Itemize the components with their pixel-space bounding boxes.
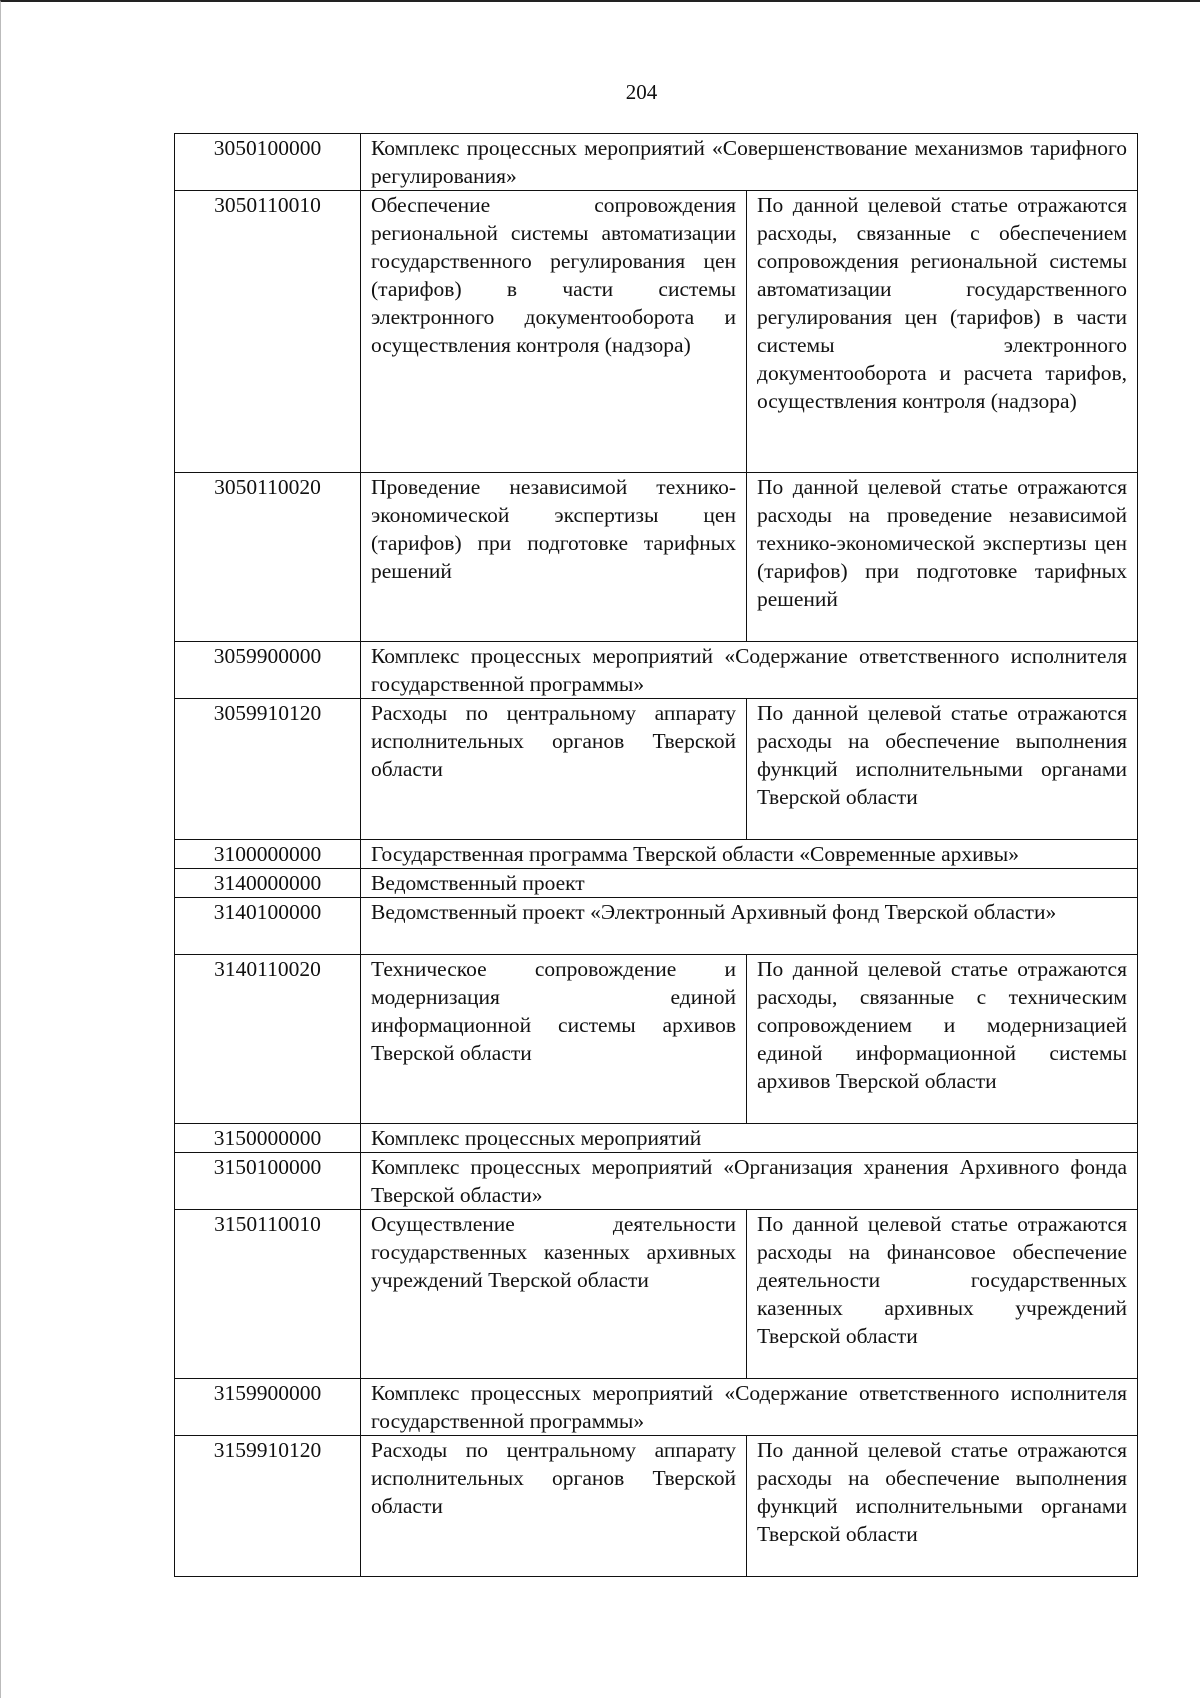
row-description: По данной целевой статье отражаются расходы, связанные с техническим сопровождением и модернизацией единой информационной системы архивов Тверской области	[747, 955, 1138, 1124]
row-name: Комплекс процессных мероприятий «Совершенствование механизмов тарифного регулирования»	[361, 134, 1138, 191]
row-name: Обеспечение сопровождения региональной системы автоматизации государственного регулирования цен (тарифов) в части системы электронного документооборота и осуществления контроля (надзора)	[361, 191, 747, 473]
row-code: 3140100000	[175, 898, 361, 955]
table-row	[175, 1436, 1138, 1577]
table-row	[175, 898, 1138, 955]
table-row	[175, 699, 1138, 840]
row-code: 3059910120	[175, 699, 361, 840]
row-code: 3159910120	[175, 1436, 361, 1577]
row-description: По данной целевой статье отражаются расходы на финансовое обеспечение деятельности государственных казенных архивных учреждений Тверской области	[747, 1210, 1138, 1379]
row-code: 3150100000	[175, 1153, 361, 1210]
row-name: Расходы по центральному аппарату исполнительных органов Тверской области	[361, 1436, 747, 1577]
table-row	[175, 840, 1138, 869]
row-name: Комплекс процессных мероприятий «Содержание ответственного исполнителя государственной программы»	[361, 642, 1138, 699]
row-code: 3050110010	[175, 191, 361, 473]
table-row	[175, 1124, 1138, 1153]
row-name: Осуществление деятельности государственных казенных архивных учреждений Тверской области	[361, 1210, 747, 1379]
table-row	[175, 869, 1138, 898]
table-row	[175, 191, 1138, 473]
row-name: Комплекс процессных мероприятий «Организация хранения Архивного фонда Тверской области»	[361, 1153, 1138, 1210]
table-row	[175, 134, 1138, 191]
row-description: По данной целевой статье отражаются расходы, связанные с обеспечением сопровождения региональной системы автоматизации государственного регулирования цен (тарифов) в части системы электронного документооборота и расчета тарифов, осуществления контроля (надзора)	[747, 191, 1138, 473]
row-description: По данной целевой статье отражаются расходы на проведение независимой технико-экономической экспертизы цен (тарифов) при подготовке тарифных решений	[747, 473, 1138, 642]
row-description: По данной целевой статье отражаются расходы на обеспечение выполнения функций исполнительными органами Тверской области	[747, 1436, 1138, 1577]
row-code: 3140110020	[175, 955, 361, 1124]
row-name: Ведомственный проект	[361, 869, 1138, 898]
row-code: 3150000000	[175, 1124, 361, 1153]
table-row	[175, 1210, 1138, 1379]
row-name: Расходы по центральному аппарату исполнительных органов Тверской области	[361, 699, 747, 840]
table-row	[175, 955, 1138, 1124]
table-row	[175, 473, 1138, 642]
row-code: 3100000000	[175, 840, 361, 869]
target-articles-table	[174, 133, 1138, 1577]
row-name: Государственная программа Тверской области «Современные архивы»	[361, 840, 1138, 869]
row-name: Техническое сопровождение и модернизация единой информационной системы архивов Тверской области	[361, 955, 747, 1124]
row-code: 3140000000	[175, 869, 361, 898]
row-name: Комплекс процессных мероприятий «Содержание ответственного исполнителя государственной программы»	[361, 1379, 1138, 1436]
row-description: По данной целевой статье отражаются расходы на обеспечение выполнения функций исполнительными органами Тверской области	[747, 699, 1138, 840]
row-name: Проведение независимой технико-экономической экспертизы цен (тарифов) при подготовке тарифных решений	[361, 473, 747, 642]
row-code: 3159900000	[175, 1379, 361, 1436]
table-row	[175, 1379, 1138, 1436]
row-code: 3150110010	[175, 1210, 361, 1379]
row-code: 3050110020	[175, 473, 361, 642]
page-number: 204	[625, 80, 658, 104]
row-name: Комплекс процессных мероприятий	[361, 1124, 1138, 1153]
row-name: Ведомственный проект «Электронный Архивный фонд Тверской области»	[361, 898, 1138, 955]
row-code: 3059900000	[175, 642, 361, 699]
table-row	[175, 1153, 1138, 1210]
table-row	[175, 642, 1138, 699]
row-code: 3050100000	[175, 134, 361, 191]
